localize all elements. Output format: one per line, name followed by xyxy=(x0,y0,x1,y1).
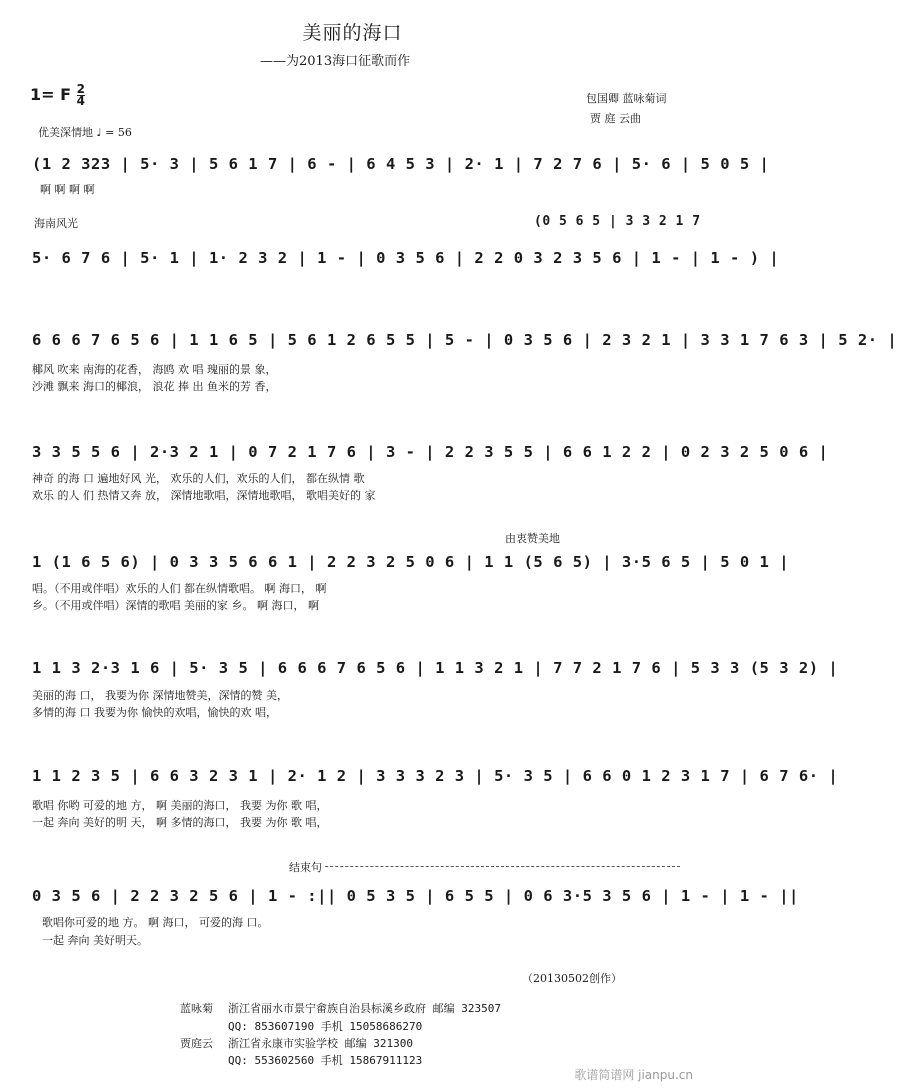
contact-address-2: 浙江省永康市实验学校 邮编 321300 xyxy=(228,1037,413,1050)
time-signature-bottom: 4 xyxy=(76,94,85,108)
key-label: 1= F xyxy=(30,85,72,104)
contact-phone-2: QQ: 553602560 手机 15867911123 xyxy=(228,1054,423,1067)
site-watermark: 歌谱简谱网 jianpu.cn xyxy=(574,1068,693,1082)
tempo-marking: 优美深情地 ♩ = 56 xyxy=(38,126,132,139)
lyric-row-1-verse-1: 啊 啊 啊 啊 xyxy=(40,183,95,196)
lyric-row-5-verse-2: 乡。（不用或伴唱）深情的歌唱 美丽的家 乡。 啊 海口， 啊 xyxy=(32,599,319,612)
section-label-praise: 由衷赞美地 xyxy=(505,532,560,545)
section-label-hainan: 海南风光 xyxy=(34,217,78,230)
contact-name-2: 贾庭云 xyxy=(180,1037,213,1050)
lyric-row-4-verse-2: 欢乐 的人 们 热情又奔 放， 深情地歌唱，深情地歌唱， 歌唱美好的 家 xyxy=(32,489,376,502)
lyric-row-6-verse-1: 美丽的海 口， 我要为你 深情地赞美，深情的赞 美， xyxy=(32,689,288,702)
score-row-2: 5· 6 7 6 | 5· 1 | 1· 2 3 2 | 1 - | 0 3 5 6 | 2 2 0 3 2 3 5 6 | 1 - | 1 - ) | xyxy=(32,249,780,267)
composer-credit: 贾 庭 云曲 xyxy=(590,112,641,125)
score-row-6: 1 1 3 2·3 1 6 | 5· 3 5 | 6 6 6 7 6 5 6 | 1 1 3 2 1 | 7 7 2 1 7 6 | 5 3 3 (5 3 2) | xyxy=(32,659,839,677)
coda-dashed-line xyxy=(300,866,680,867)
lyric-row-3-verse-2: 沙滩 飘来 海口的椰浪， 浪花 捧 出 鱼米的芳 香， xyxy=(32,380,277,393)
contact-address-1: 浙江省丽水市景宁畲族自治县标溪乡政府 邮编 323507 xyxy=(228,1002,501,1015)
lyricist-credit: 包国卿 蓝咏菊词 xyxy=(586,92,667,105)
score-row-5: 1 (1 6 5 6) | 0 3 3 5 6 6 1 | 2 2 3 2 5 0 6 | 1 1 (5 6 5) | 3·5 6 5 | 5 0 1 | xyxy=(32,553,790,571)
section-label-ending: 结束句 xyxy=(286,859,325,875)
score-row-3: 6 6 6 7 6 5 6 | 1 1 6 5 | 5 6 1 2 6 5 5 | 5 - | 0 3 5 6 | 2 3 2 1 | 3 3 1 7 6 3 | 5 2· | xyxy=(32,331,897,349)
lyric-row-7-verse-1: 歌唱 你哟 可爱的地 方， 啊 美丽的海口， 我要 为你 歌 唱， xyxy=(32,799,328,812)
lyric-row-6-verse-2: 多情的海 口 我要为你 愉快的欢唱，愉快的欢 唱， xyxy=(32,706,277,719)
lyric-row-5-verse-1: 唱。（不用或伴唱）欢乐的人们 都在纵情歌唱。 啊 海口， 啊 xyxy=(32,582,327,595)
score-row-4: 3 3 5 5 6 | 2·3 2 1 | 0 7 2 1 7 6 | 3 - | 2 2 3 5 5 | 6 6 1 2 2 | 0 2 3 2 5 0 6 | xyxy=(32,443,829,461)
score-row-1: (1 2 323 | 5· 3 | 5 6 1 7 | 6 - | 6 4 5 3 | 2· 1 | 7 2 7 6 | 5· 6 | 5 0 5 | xyxy=(32,155,770,173)
contact-name-1: 蓝咏菊 xyxy=(180,1002,213,1015)
lyric-row-7-verse-2: 一起 奔向 美好的明 天， 啊 多情的海口， 我要 为你 歌 唱， xyxy=(32,816,328,829)
lyric-row-8-verse-1: 歌唱你可爱的地 方。 啊 海口， 可爱的海 口。 xyxy=(42,916,269,929)
score-row-7: 1 1 2 3 5 | 6 6 3 2 3 1 | 2· 1 2 | 3 3 3 2 3 | 5· 3 5 | 6 6 0 1 2 3 1 7 | 6 7 6· | xyxy=(32,767,839,785)
song-subtitle: ——为2013海口征歌而作 xyxy=(260,54,411,69)
score-row-2-intro: (0 5 6 5 | 3 3 2 1 7 xyxy=(534,214,701,229)
creation-date: （20130502创作） xyxy=(522,972,622,985)
contact-phone-1: QQ: 853607190 手机 15058686270 xyxy=(228,1020,423,1033)
key-signature xyxy=(30,84,85,107)
song-title: 美丽的海口 xyxy=(302,22,403,44)
lyric-row-4-verse-1: 神奇 的海 口 遍地好风 光， 欢乐的人们，欢乐的人们， 都在纵情 歌 xyxy=(32,472,365,485)
lyric-row-8-verse-2: 一起 奔向 美好明天。 xyxy=(42,934,148,947)
score-row-8: 0 3 5 6 | 2 2 3 2 5 6 | 1 - :|| 0 5 3 5 | 6 5 5 | 0 6 3·5 3 5 6 | 1 - | 1 - || xyxy=(32,887,799,905)
time-signature-top: 2 xyxy=(76,82,85,96)
lyric-row-3-verse-1: 椰风 吹来 南海的花香， 海鸥 欢 唱 瑰丽的景 象， xyxy=(32,363,277,376)
